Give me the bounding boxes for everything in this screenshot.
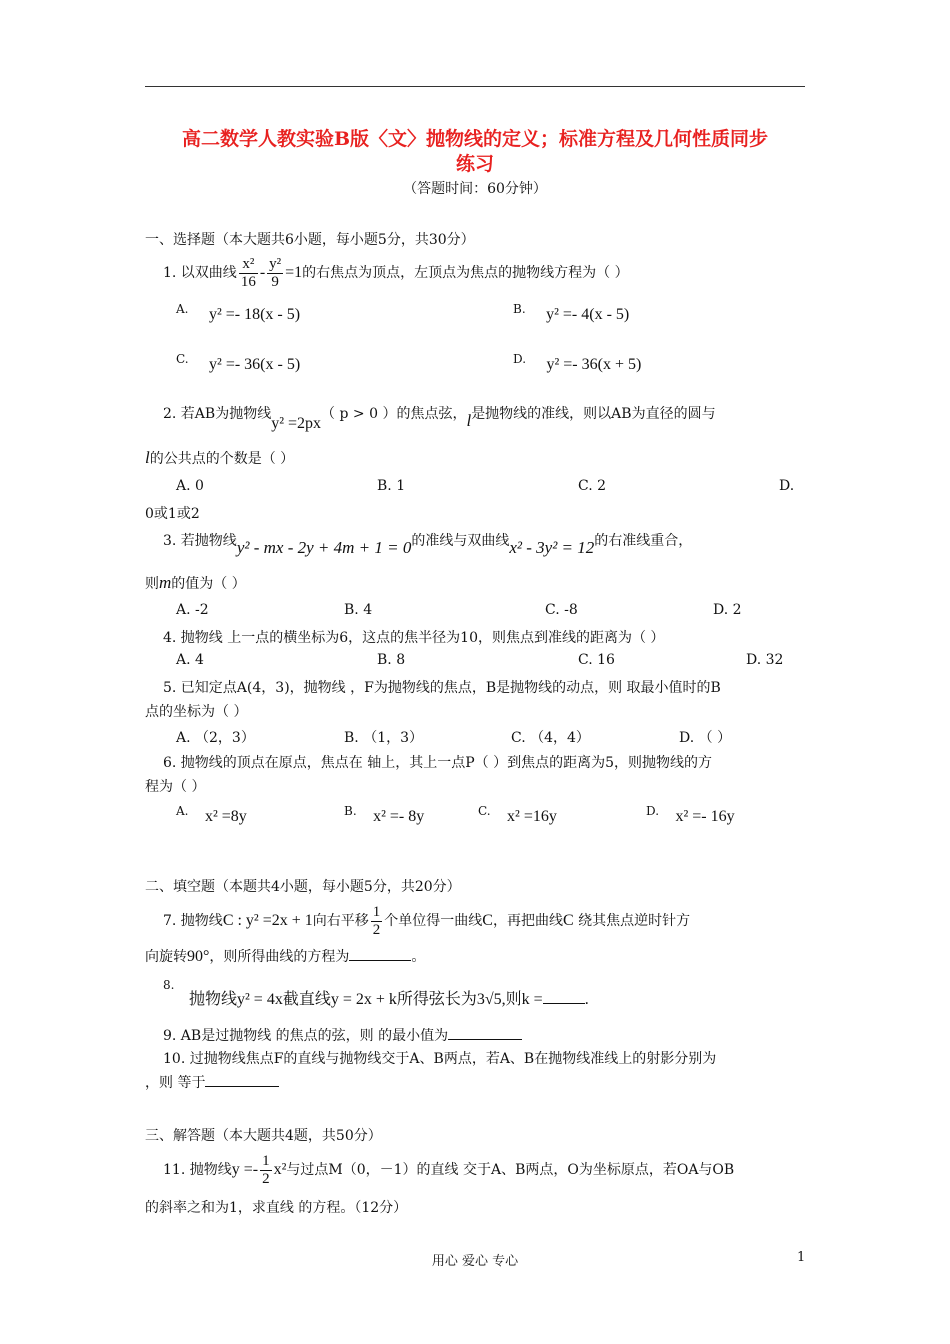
q5-option-c[interactable]: C. （4，4） — [511, 730, 590, 746]
q2-option-a[interactable]: A. 0 — [176, 478, 204, 494]
question-2: 2. 若AB为抛物线y² =2px（ p > 0 ）的焦点弦，l是抛物线的准线，则以AB为直径的圆与 — [163, 406, 716, 432]
question-5: 5. 已知定点A(4，3)，抛物线 ，F为抛物线的焦点，B是抛物线的动点，则 取最小值时的B — [163, 680, 721, 696]
q2-option-d[interactable]: D. — [779, 478, 795, 494]
question-4: 4. 抛物线 上一点的横坐标为6，这点的焦半径为10，则焦点到准线的距离为（ ） — [163, 630, 665, 646]
question-9: 9. AB是过抛物线 的焦点的弦，则 的最小值为 — [163, 1025, 522, 1045]
q5-option-b[interactable]: B. （1，3） — [344, 730, 424, 746]
q1-option-a[interactable]: A. y² =- 18(x - 5) — [176, 302, 301, 323]
question-1: 1. 以双曲线 $\frac{\text{x²}}{16}$ - $\frac{\text{y²}}{9}$ =1的右焦点为顶点，左顶点为焦点的抛物线方程为（ ） — [163, 255, 629, 290]
question-6-line2: 程为（ ） — [145, 779, 206, 795]
q3-option-c[interactable]: C. -8 — [545, 602, 578, 618]
q1-option-c[interactable]: C. y² =- 36(x - 5) — [176, 352, 301, 373]
question-10-line2: ，则 等于 — [145, 1072, 279, 1092]
q3-option-a[interactable]: A. -2 — [176, 602, 209, 618]
section3-heading: 三、解答题（本大题共4题，共50分） — [145, 1128, 382, 1144]
page-number: 1 — [797, 1250, 806, 1265]
q4-option-b[interactable]: B. 8 — [377, 652, 406, 668]
q7-answer-blank[interactable] — [349, 948, 411, 961]
q5-option-d[interactable]: D. （ ） — [679, 730, 732, 746]
question-11: 11. 抛物线y =- $\frac{1}{2}$ x²与过点M（0，－1）的直线 交于A、B两点，O为坐标原点，若OA与OB — [163, 1152, 735, 1187]
q4-option-d[interactable]: D. 32 — [746, 652, 784, 668]
q1-option-d[interactable]: D. y² =- 36(x + 5) — [513, 352, 642, 373]
q6-option-c[interactable]: C. x² =16y — [478, 804, 557, 825]
q2-option-d-wrap: 0或1或2 — [145, 506, 200, 522]
question-8-number: 8. — [163, 978, 175, 992]
q7-fraction-half: $\frac{1}{2}$ — [372, 903, 381, 938]
q10-answer-blank[interactable] — [205, 1074, 279, 1087]
q2-option-c[interactable]: C. 2 — [578, 478, 607, 494]
q1-fraction-x: $\frac{\text{x²}}{16}$ — [240, 255, 256, 290]
question-10: 10. 过抛物线焦点F的直线与抛物线交于A、B两点，若A、B在抛物线准线上的射影分别为 — [163, 1051, 717, 1067]
section1-heading: 一、选择题（本大题共6小题，每小题5分，共30分） — [145, 232, 475, 248]
q2-option-b[interactable]: B. 1 — [377, 478, 406, 494]
q5-option-a[interactable]: A. （2，3） — [176, 730, 255, 746]
q3-option-b[interactable]: B. 4 — [344, 602, 373, 618]
q6-option-d[interactable]: D. x² =- 16y — [646, 804, 735, 825]
question-6: 6. 抛物线的顶点在原点，焦点在 轴上，其上一点P（ ）到焦点的距离为5，则抛物线的方 — [163, 755, 713, 771]
q11-fraction-half: $\frac{1}{2}$ — [262, 1152, 270, 1187]
question-3: 3. 若抛物线y² - mx - 2y + 4m + 1 = 0的准线与双曲线x² - 3y² = 12的右准线重合， — [163, 533, 693, 557]
q8-answer-blank[interactable] — [543, 991, 585, 1004]
footer-slogan: 用心 爱心 专心 — [431, 1254, 519, 1269]
question-11-line2: 的斜率之和为1，求直线 的方程。（12分） — [145, 1200, 408, 1216]
doc-subtitle: （答题时间：60分钟） — [403, 181, 547, 197]
header-rule — [145, 86, 805, 87]
question-5-line2: 点的坐标为（ ） — [145, 704, 248, 720]
q9-answer-blank[interactable] — [448, 1027, 522, 1040]
q4-option-c[interactable]: C. 16 — [578, 652, 615, 668]
section2-heading: 二、填空题（本题共4小题，每小题5分，共20分） — [145, 879, 461, 895]
q6-option-b[interactable]: B. x² =- 8y — [344, 804, 425, 825]
question-7-line2: 向旋转90°，则所得曲线的方程为 。 — [145, 948, 426, 965]
question-7: 7. 抛物线C : y² =2x + 1向右平移 $\frac{1}{2}$ 个单位得一曲线C，再把曲线C 绕其焦点逆时针方 — [163, 903, 691, 938]
q1-fraction-y: $\frac{\text{y²}}{9}$ — [269, 255, 282, 290]
q6-option-a[interactable]: A. x² =8y — [176, 804, 247, 825]
q1-option-b[interactable]: B. y² =- 4(x - 5) — [513, 302, 630, 323]
question-8: 抛物线y² = 4x截直线y = 2x + k所得弦长为3√5,则k = . — [189, 991, 589, 1008]
doc-title-line1: 高二数学人教实验B版〈文〉抛物线的定义；标准方程及几何性质同步 — [181, 128, 769, 150]
q3-option-d[interactable]: D. 2 — [713, 602, 742, 618]
question-3-line2: 则m的值为（ ） — [145, 573, 246, 592]
q4-option-a[interactable]: A. 4 — [176, 652, 204, 668]
doc-title-line2: 练习 — [455, 153, 494, 175]
question-2-line2: l的公共点的个数是（ ） — [145, 448, 295, 467]
